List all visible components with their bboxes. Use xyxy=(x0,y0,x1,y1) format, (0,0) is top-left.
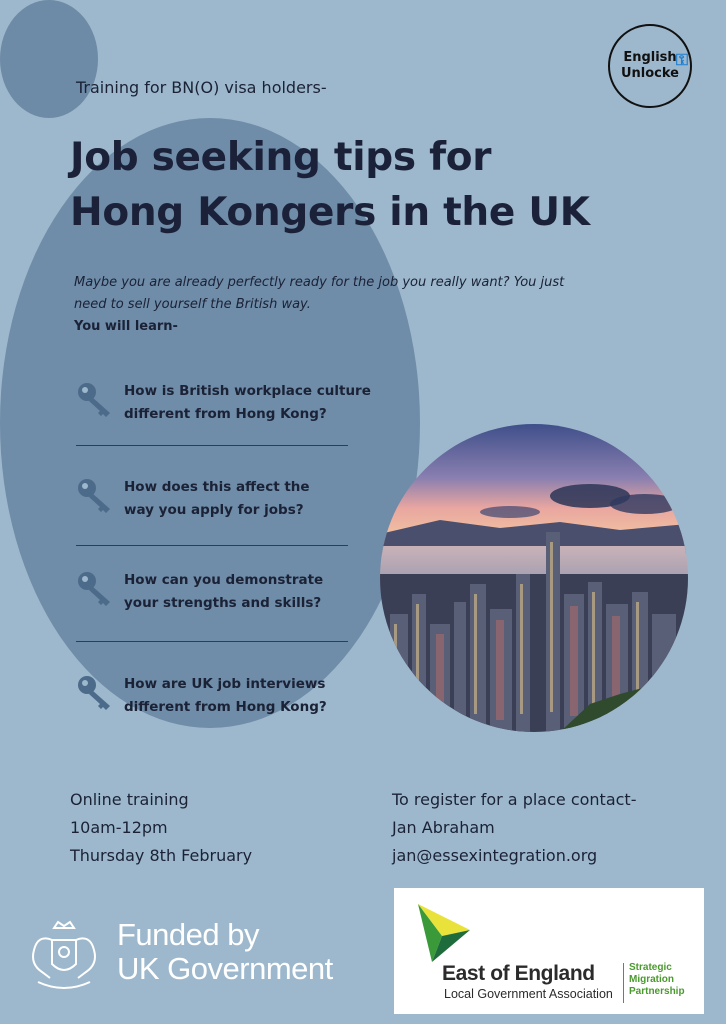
question-line2: different from Hong Kong? xyxy=(124,699,327,715)
question-text xyxy=(124,476,374,522)
question-text xyxy=(124,673,374,719)
key-icon: ⚿ xyxy=(675,50,688,69)
contact-label: To register for a place contact- xyxy=(392,790,637,809)
training-time: 10am-12pm xyxy=(70,818,168,837)
question-line2: way you apply for jobs? xyxy=(124,502,304,518)
funded-by-text xyxy=(117,918,333,986)
key-icon xyxy=(76,569,116,609)
hong-kong-skyline-photo xyxy=(380,424,688,732)
smp-line3: Partnership xyxy=(629,986,685,997)
key-icon xyxy=(76,673,116,713)
title-line1: Job seeking tips for xyxy=(70,135,492,180)
eoe-subtitle: Local Government Association xyxy=(444,987,613,1001)
divider xyxy=(76,545,348,546)
training-format: Online training xyxy=(70,790,189,809)
subtitle-line2: need to sell yourself the British way. xyxy=(74,297,311,312)
question-line1: How is British workplace culture xyxy=(124,383,371,399)
page-title xyxy=(70,130,670,240)
logo-text-line1: English xyxy=(623,50,677,65)
eoe-separator xyxy=(623,963,624,1003)
funded-line1: Funded by xyxy=(117,917,259,952)
subtitle-line1: Maybe you are already perfectly ready for the job you really want? You just xyxy=(74,275,565,290)
intro-text: Training for BN(O) visa holders- xyxy=(76,78,327,97)
training-date: Thursday 8th February xyxy=(70,846,253,865)
eoe-name: East of England xyxy=(442,962,595,985)
question-line2: different from Hong Kong? xyxy=(124,406,327,422)
divider xyxy=(76,641,348,642)
english-unlocked-logo xyxy=(608,24,692,108)
key-icon xyxy=(76,380,116,420)
question-line1: How are UK job interviews xyxy=(124,676,326,692)
subtitle xyxy=(74,272,634,316)
smp-line2: Migration xyxy=(629,974,674,985)
decorative-circle-top-left xyxy=(0,0,98,118)
training-details xyxy=(70,786,252,870)
skyline-illustration xyxy=(380,424,688,732)
question-text xyxy=(124,569,374,615)
question-line2: your strengths and skills? xyxy=(124,595,322,611)
divider xyxy=(76,445,348,446)
contact-email[interactable]: jan@essexintegration.org xyxy=(392,846,598,865)
contact-name: Jan Abraham xyxy=(392,818,495,837)
learn-label: You will learn- xyxy=(74,319,178,334)
eoe-emblem-icon xyxy=(414,902,474,964)
title-line2: Hong Kongers in the UK xyxy=(70,190,590,235)
strategic-migration-partnership xyxy=(629,962,685,998)
royal-crest-icon xyxy=(24,920,104,994)
question-line1: How can you demonstrate xyxy=(124,572,324,588)
smp-line1: Strategic xyxy=(629,962,672,973)
contact-info xyxy=(392,786,636,870)
funded-line2: UK Government xyxy=(117,951,333,986)
question-text xyxy=(124,380,374,426)
key-icon xyxy=(76,476,116,516)
east-of-england-logo xyxy=(394,888,704,1014)
logo-text-line2: Unlocke xyxy=(620,66,680,81)
question-line1: How does this affect the xyxy=(124,479,310,495)
